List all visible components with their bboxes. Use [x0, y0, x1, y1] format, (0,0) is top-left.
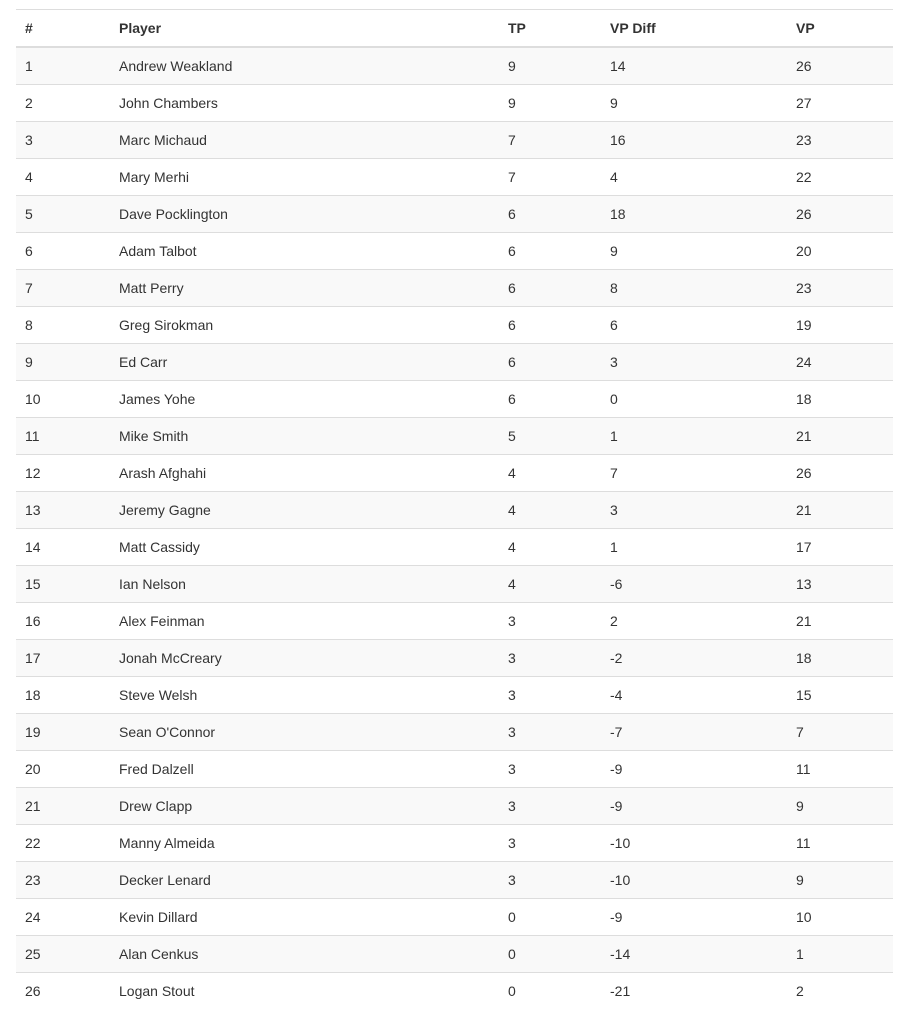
tp-cell: 3 — [499, 825, 601, 862]
table-row — [16, 418, 893, 455]
table-header — [16, 10, 893, 48]
tp-cell: 3 — [499, 788, 601, 825]
player-cell: Jonah McCreary — [109, 640, 499, 677]
rank-cell: 3 — [16, 122, 109, 159]
player-cell: Matt Cassidy — [109, 529, 499, 566]
table-row — [16, 751, 893, 788]
rank-cell: 26 — [16, 973, 109, 1010]
tp-cell: 0 — [499, 973, 601, 1010]
rank-cell: 17 — [16, 640, 109, 677]
vp-diff-cell: 18 — [601, 196, 787, 233]
tp-cell: 6 — [499, 270, 601, 307]
vp-cell: 15 — [787, 677, 893, 714]
vp-cell: 1 — [787, 936, 893, 973]
vp-diff-cell: -4 — [601, 677, 787, 714]
rank-cell: 22 — [16, 825, 109, 862]
rank-cell: 16 — [16, 603, 109, 640]
vp-diff-cell: 4 — [601, 159, 787, 196]
rank-cell: 7 — [16, 270, 109, 307]
player-cell: James Yohe — [109, 381, 499, 418]
rank-cell: 20 — [16, 751, 109, 788]
vp-cell: 2 — [787, 973, 893, 1010]
rank-cell: 11 — [16, 418, 109, 455]
table-row — [16, 973, 893, 1010]
tp-cell: 5 — [499, 418, 601, 455]
vp-cell: 9 — [787, 788, 893, 825]
header-tp: TP — [499, 10, 601, 48]
player-cell: Fred Dalzell — [109, 751, 499, 788]
vp-diff-cell: -9 — [601, 899, 787, 936]
table-row — [16, 529, 893, 566]
table-row — [16, 492, 893, 529]
player-cell: Dave Pocklington — [109, 196, 499, 233]
player-cell: Steve Welsh — [109, 677, 499, 714]
vp-diff-cell: 0 — [601, 381, 787, 418]
table-row — [16, 936, 893, 973]
vp-diff-cell: 7 — [601, 455, 787, 492]
table-row — [16, 640, 893, 677]
tp-cell: 0 — [499, 936, 601, 973]
tp-cell: 4 — [499, 566, 601, 603]
table-row — [16, 381, 893, 418]
player-cell: Jeremy Gagne — [109, 492, 499, 529]
vp-diff-cell: -2 — [601, 640, 787, 677]
vp-diff-cell: 6 — [601, 307, 787, 344]
vp-cell: 26 — [787, 196, 893, 233]
table-row — [16, 344, 893, 381]
tp-cell: 3 — [499, 640, 601, 677]
vp-diff-cell: -10 — [601, 825, 787, 862]
tp-cell: 6 — [499, 196, 601, 233]
tp-cell: 4 — [499, 455, 601, 492]
tp-cell: 9 — [499, 47, 601, 85]
table-row — [16, 270, 893, 307]
table-row — [16, 899, 893, 936]
table-row — [16, 47, 893, 85]
tp-cell: 9 — [499, 85, 601, 122]
tp-cell: 6 — [499, 344, 601, 381]
vp-cell: 9 — [787, 862, 893, 899]
vp-diff-cell: -21 — [601, 973, 787, 1010]
table-row — [16, 603, 893, 640]
vp-cell: 11 — [787, 825, 893, 862]
vp-cell: 23 — [787, 270, 893, 307]
vp-cell: 23 — [787, 122, 893, 159]
vp-diff-cell: 1 — [601, 529, 787, 566]
vp-cell: 22 — [787, 159, 893, 196]
rank-cell: 12 — [16, 455, 109, 492]
rank-cell: 1 — [16, 47, 109, 85]
rank-cell: 8 — [16, 307, 109, 344]
vp-cell: 21 — [787, 492, 893, 529]
rank-cell: 5 — [16, 196, 109, 233]
player-cell: Mary Merhi — [109, 159, 499, 196]
rank-cell: 15 — [16, 566, 109, 603]
table-row — [16, 122, 893, 159]
table-row — [16, 862, 893, 899]
table-row — [16, 788, 893, 825]
vp-diff-cell: 14 — [601, 47, 787, 85]
player-cell: Arash Afghahi — [109, 455, 499, 492]
header-player: Player — [109, 10, 499, 48]
tp-cell: 3 — [499, 862, 601, 899]
rank-cell: 9 — [16, 344, 109, 381]
rank-cell: 4 — [16, 159, 109, 196]
vp-cell: 7 — [787, 714, 893, 751]
vp-cell: 21 — [787, 603, 893, 640]
player-cell: Adam Talbot — [109, 233, 499, 270]
vp-diff-cell: -10 — [601, 862, 787, 899]
player-cell: John Chambers — [109, 85, 499, 122]
vp-diff-cell: 8 — [601, 270, 787, 307]
player-cell: Marc Michaud — [109, 122, 499, 159]
vp-cell: 26 — [787, 47, 893, 85]
rank-cell: 6 — [16, 233, 109, 270]
vp-cell: 17 — [787, 529, 893, 566]
table-body — [16, 47, 893, 1009]
vp-diff-cell: -9 — [601, 788, 787, 825]
vp-diff-cell: 3 — [601, 344, 787, 381]
rank-cell: 13 — [16, 492, 109, 529]
vp-cell: 18 — [787, 381, 893, 418]
rank-cell: 10 — [16, 381, 109, 418]
table-row — [16, 825, 893, 862]
standings-table-container — [16, 9, 893, 1009]
rank-cell: 18 — [16, 677, 109, 714]
player-cell: Manny Almeida — [109, 825, 499, 862]
vp-diff-cell: 3 — [601, 492, 787, 529]
rank-cell: 2 — [16, 85, 109, 122]
table-row — [16, 714, 893, 751]
vp-diff-cell: -9 — [601, 751, 787, 788]
standings-table — [16, 9, 893, 1009]
vp-cell: 13 — [787, 566, 893, 603]
vp-cell: 10 — [787, 899, 893, 936]
player-cell: Kevin Dillard — [109, 899, 499, 936]
player-cell: Alex Feinman — [109, 603, 499, 640]
player-cell: Logan Stout — [109, 973, 499, 1010]
tp-cell: 3 — [499, 751, 601, 788]
table-row — [16, 677, 893, 714]
vp-diff-cell: 9 — [601, 85, 787, 122]
player-cell: Andrew Weakland — [109, 47, 499, 85]
vp-cell: 19 — [787, 307, 893, 344]
vp-diff-cell: 16 — [601, 122, 787, 159]
player-cell: Alan Cenkus — [109, 936, 499, 973]
tp-cell: 0 — [499, 899, 601, 936]
tp-cell: 4 — [499, 492, 601, 529]
rank-cell: 25 — [16, 936, 109, 973]
rank-cell: 19 — [16, 714, 109, 751]
table-row — [16, 196, 893, 233]
header-vp-diff: VP Diff — [601, 10, 787, 48]
header-vp: VP — [787, 10, 893, 48]
tp-cell: 3 — [499, 677, 601, 714]
tp-cell: 7 — [499, 159, 601, 196]
tp-cell: 3 — [499, 714, 601, 751]
player-cell: Ian Nelson — [109, 566, 499, 603]
vp-diff-cell: -14 — [601, 936, 787, 973]
vp-diff-cell: -6 — [601, 566, 787, 603]
vp-cell: 20 — [787, 233, 893, 270]
table-row — [16, 455, 893, 492]
tp-cell: 4 — [499, 529, 601, 566]
player-cell: Mike Smith — [109, 418, 499, 455]
table-row — [16, 233, 893, 270]
player-cell: Drew Clapp — [109, 788, 499, 825]
player-cell: Matt Perry — [109, 270, 499, 307]
vp-cell: 18 — [787, 640, 893, 677]
tp-cell: 6 — [499, 307, 601, 344]
table-row — [16, 85, 893, 122]
table-row — [16, 566, 893, 603]
vp-cell: 11 — [787, 751, 893, 788]
vp-cell: 21 — [787, 418, 893, 455]
vp-diff-cell: 2 — [601, 603, 787, 640]
player-cell: Sean O'Connor — [109, 714, 499, 751]
player-cell: Greg Sirokman — [109, 307, 499, 344]
vp-diff-cell: -7 — [601, 714, 787, 751]
tp-cell: 6 — [499, 233, 601, 270]
rank-cell: 14 — [16, 529, 109, 566]
rank-cell: 24 — [16, 899, 109, 936]
header-row — [16, 10, 893, 48]
header-rank: # — [16, 10, 109, 48]
rank-cell: 23 — [16, 862, 109, 899]
tp-cell: 7 — [499, 122, 601, 159]
table-row — [16, 307, 893, 344]
tp-cell: 6 — [499, 381, 601, 418]
rank-cell: 21 — [16, 788, 109, 825]
tp-cell: 3 — [499, 603, 601, 640]
vp-diff-cell: 1 — [601, 418, 787, 455]
player-cell: Decker Lenard — [109, 862, 499, 899]
vp-diff-cell: 9 — [601, 233, 787, 270]
player-cell: Ed Carr — [109, 344, 499, 381]
vp-cell: 24 — [787, 344, 893, 381]
vp-cell: 26 — [787, 455, 893, 492]
vp-cell: 27 — [787, 85, 893, 122]
table-row — [16, 159, 893, 196]
